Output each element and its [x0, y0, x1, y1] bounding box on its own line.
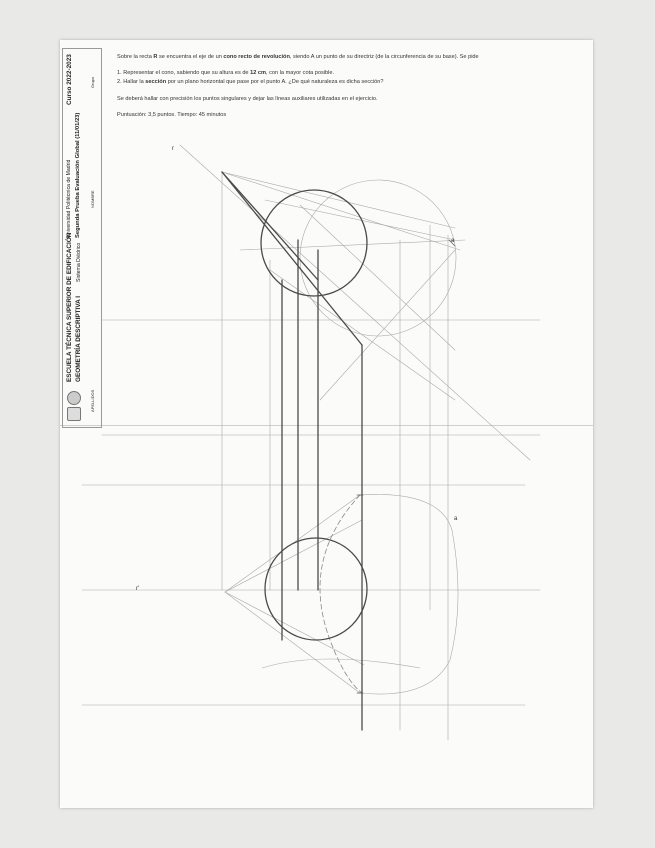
group-field-label: Grupo — [90, 76, 95, 88]
point-a-lower-label: a — [454, 516, 458, 522]
statement-note: Se deberá hallar con precisión los puntos singulares y dejar las líneas auxiliares utilizadas en el ejercicio. — [117, 96, 378, 102]
point-a-upper-label: a — [451, 238, 455, 244]
course-year: Curso 2022-2023 — [66, 54, 73, 105]
surname-field-label: APELLIDOS — [90, 389, 95, 412]
school-name: ESCUELA TÉCNICA SUPERIOR DE EDIFICACIÓN — [66, 232, 73, 382]
statement-intro: Sobre la recta R se encuentra el eje de un cono recto de revolución, siendo A un punto de su directriz (de la circunferencia de su base). Se pide — [117, 54, 479, 60]
cone-outline — [222, 172, 367, 730]
exam-title: Segunda Prueba Evaluación Global (11/01/23) — [75, 112, 81, 238]
statement-item-1: 1. Representar el cono, sabiendo que su altura es de 12 cm, con la mayor cota posible. — [117, 70, 335, 76]
construction-lines — [82, 145, 540, 740]
line-r-lower-label: r' — [136, 586, 140, 592]
system-name: Sistema Diédrico — [76, 242, 82, 282]
subject-name: GEOMETRÍA DESCRIPTIVA I — [75, 295, 82, 382]
point-marks — [357, 240, 455, 693]
statement-item-2: 2. Hallar la sección por un plano horizontal que pase por el punto A. ¿De qué naturaleza es dicha sección? — [117, 79, 384, 85]
university-name: Universidad Politécnica de Madrid — [66, 159, 72, 238]
name-field-label: NOMBRE — [90, 190, 95, 208]
line-r-upper-label: r — [172, 146, 174, 152]
hidden-generatrix — [320, 495, 362, 693]
statement-score: Puntuación: 3,5 puntos. Tiempo: 45 minutos — [117, 112, 227, 118]
